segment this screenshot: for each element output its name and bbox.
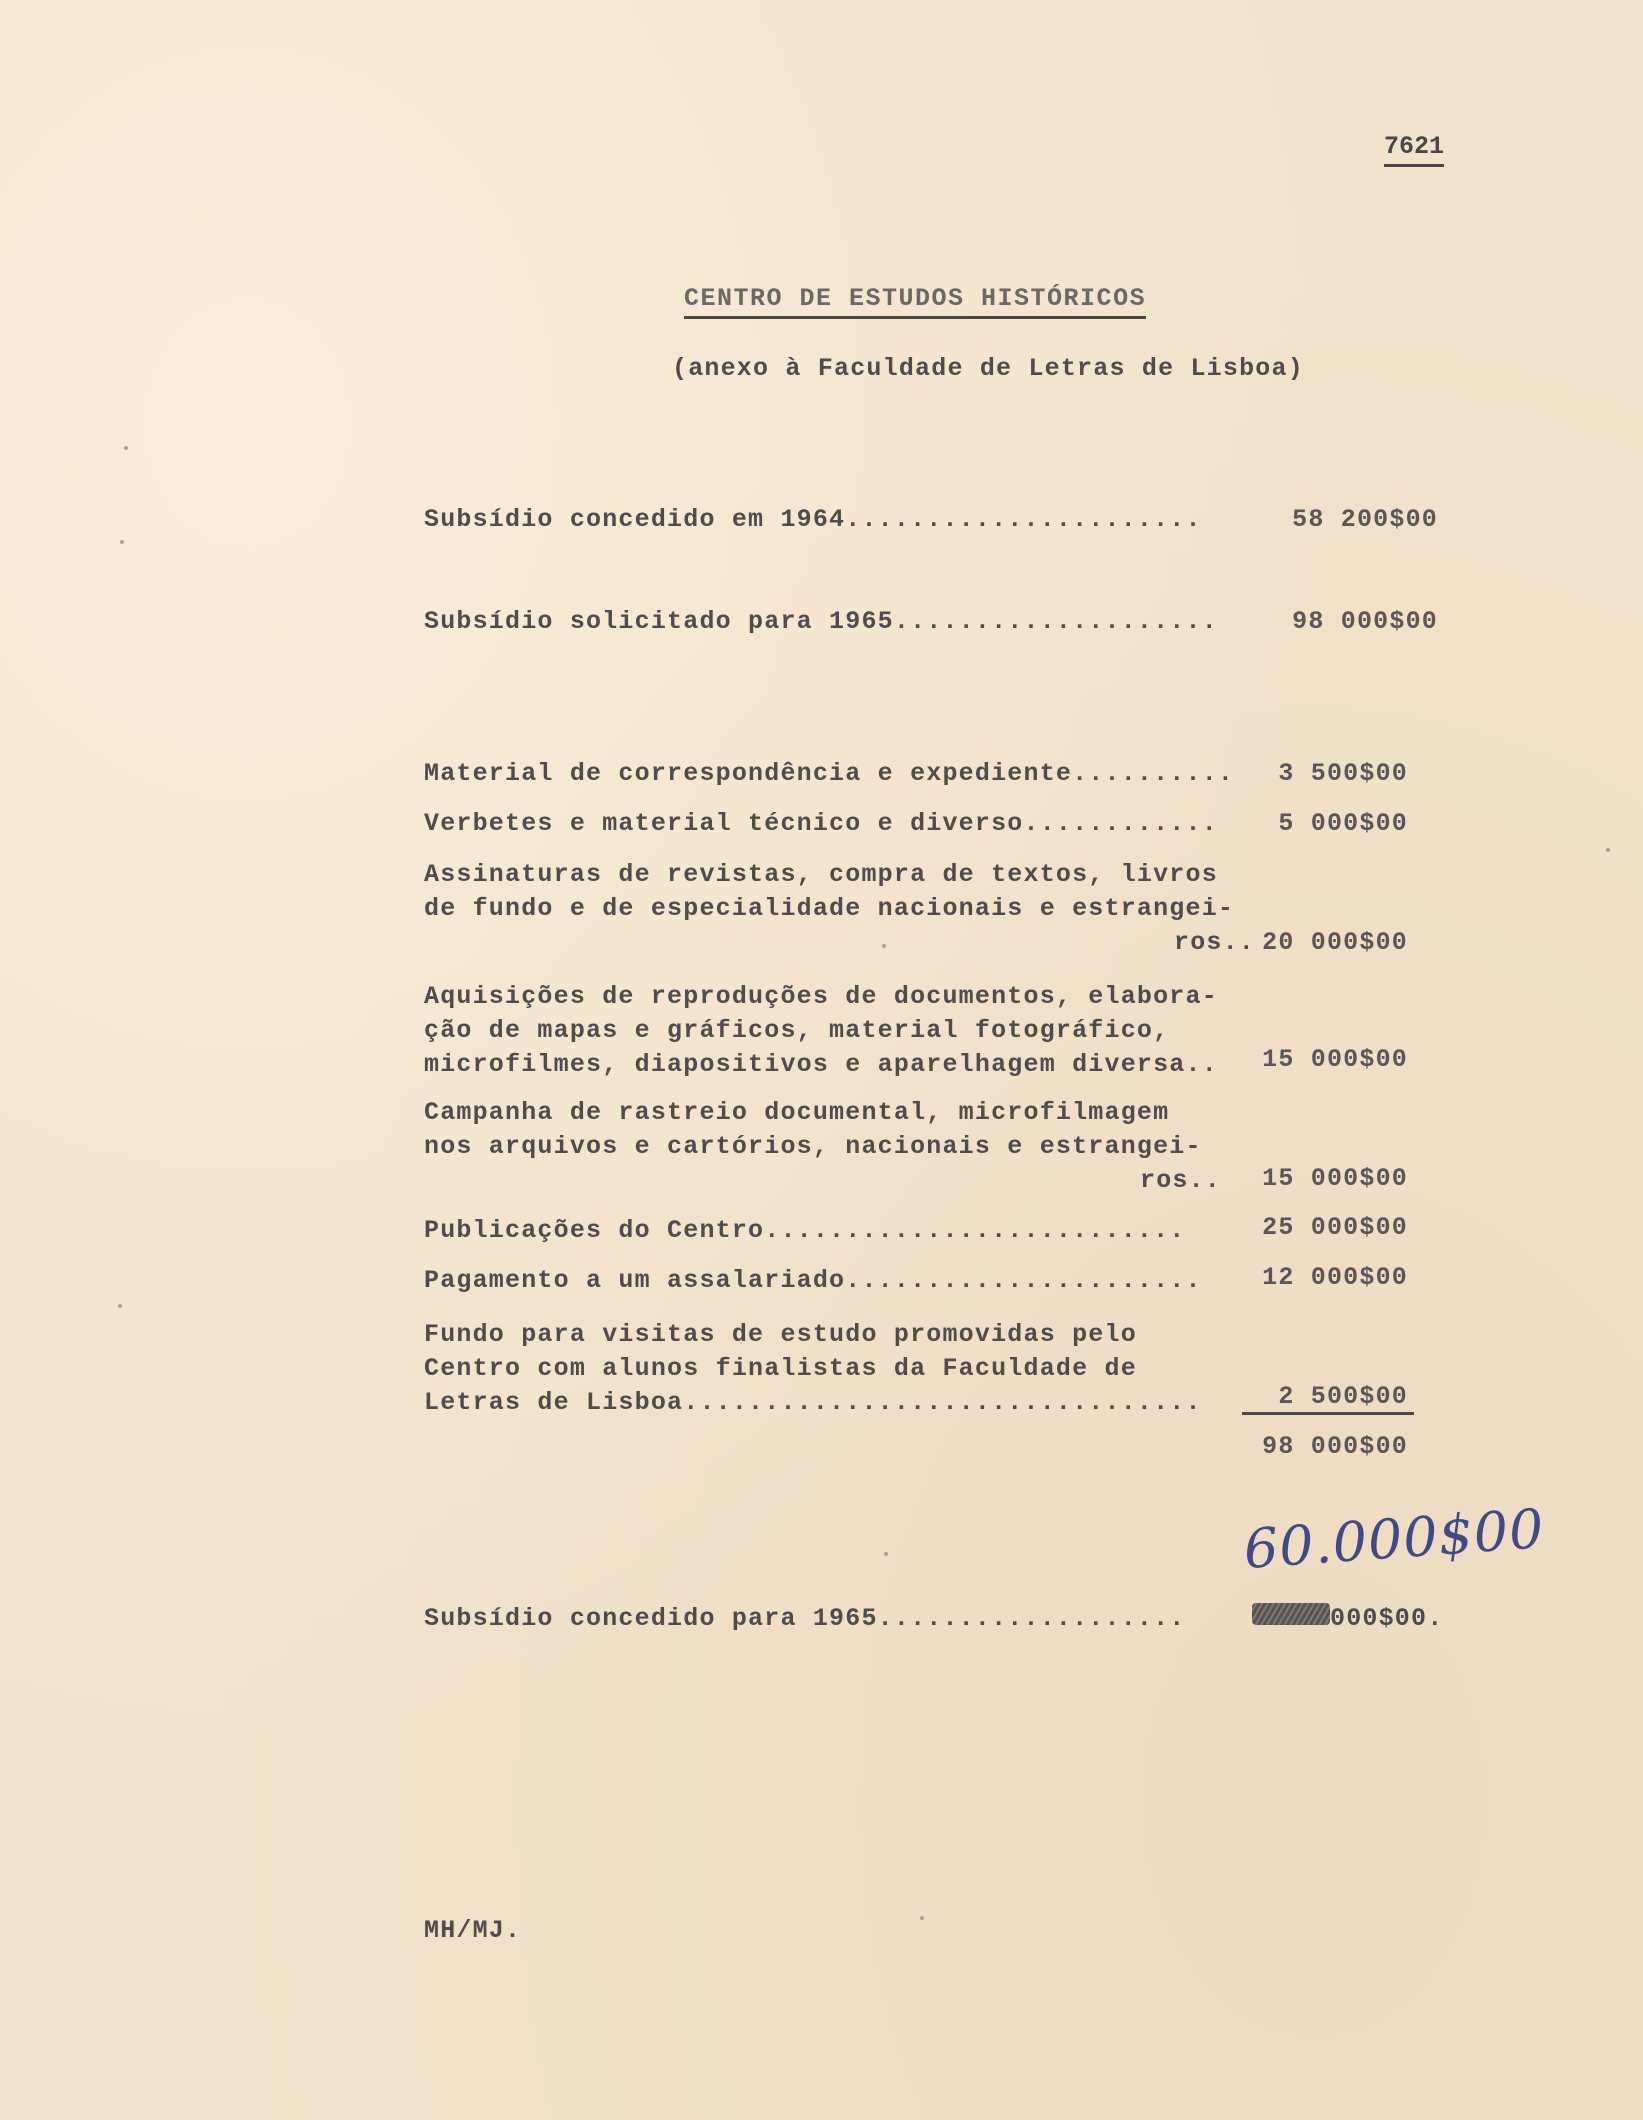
total-rule — [1242, 1412, 1414, 1415]
item-amount: 20 000$00 — [1262, 928, 1408, 957]
item-amount: 15 000$00 — [1262, 1164, 1408, 1193]
item-label: Verbetes e material técnico e diverso............ — [424, 809, 1218, 838]
summary-amount-1964: 58 200$00 — [1292, 505, 1438, 534]
item-label: Assinaturas de revistas, compra de textos, livros — [424, 860, 1218, 889]
item-amount: 15 000$00 — [1262, 1045, 1408, 1074]
page-number: 7621 — [1384, 132, 1444, 167]
summary-label-1964: Subsídio concedido em 1964...................... — [424, 505, 1202, 534]
granted-label: Subsídio concedido para 1965................... — [424, 1604, 1186, 1633]
summary-amount-1965: 98 000$00 — [1292, 607, 1438, 636]
item-label: Letras de Lisboa................................ — [424, 1388, 1202, 1417]
item-label: microfilmes, diapositivos e aparelhagem diversa.. — [424, 1050, 1218, 1079]
item-label: de fundo e de especialidade nacionais e estrangei- — [424, 894, 1235, 923]
item-label: ção de mapas e gráficos, material fotográfico, — [424, 1016, 1170, 1045]
item-label: Fundo para visitas de estudo promovidas pelo — [424, 1320, 1137, 1349]
item-amount: 2 500$00 — [1278, 1382, 1408, 1411]
item-label: ros.. — [1174, 928, 1256, 957]
item-label: ros.. — [1140, 1166, 1222, 1195]
item-amount: 3 500$00 — [1278, 759, 1408, 788]
handwritten-note: 60.000$00 — [1241, 1497, 1547, 1581]
document-title: CENTRO DE ESTUDOS HISTÓRICOS — [684, 284, 1146, 319]
item-label: Aquisições de reproduções de documentos, elabora- — [424, 982, 1218, 1011]
document-subtitle: (anexo à Faculdade de Letras de Lisboa) — [672, 354, 1304, 383]
paper-speck — [118, 1304, 122, 1308]
item-label: Publicações do Centro.......................... — [424, 1216, 1186, 1245]
summary-label-1965: Subsídio solicitado para 1965.................... — [424, 607, 1218, 636]
paper-speck — [884, 1552, 888, 1556]
item-amount: 5 000$00 — [1278, 809, 1408, 838]
crossed-out-mark — [1252, 1603, 1330, 1625]
paper-speck — [1606, 848, 1610, 852]
granted-amount: 000$00. — [1330, 1604, 1444, 1633]
paper-speck — [882, 944, 886, 948]
item-label: Centro com alunos finalistas da Faculdade de — [424, 1354, 1137, 1383]
item-amount: 25 000$00 — [1262, 1213, 1408, 1242]
paper-speck — [920, 1916, 924, 1920]
item-label: nos arquivos e cartórios, nacionais e estrangei- — [424, 1132, 1202, 1161]
item-label: Pagamento a um assalariado...................... — [424, 1266, 1202, 1295]
paper-speck — [120, 540, 124, 544]
paper-speck — [124, 446, 128, 450]
typist-initials: MH/MJ. — [424, 1916, 522, 1945]
item-label: Campanha de rastreio documental, microfilmagem — [424, 1098, 1170, 1127]
total-amount: 98 000$00 — [1262, 1432, 1408, 1461]
item-label: Material de correspondência e expediente.......... — [424, 759, 1235, 788]
item-amount: 12 000$00 — [1262, 1263, 1408, 1292]
